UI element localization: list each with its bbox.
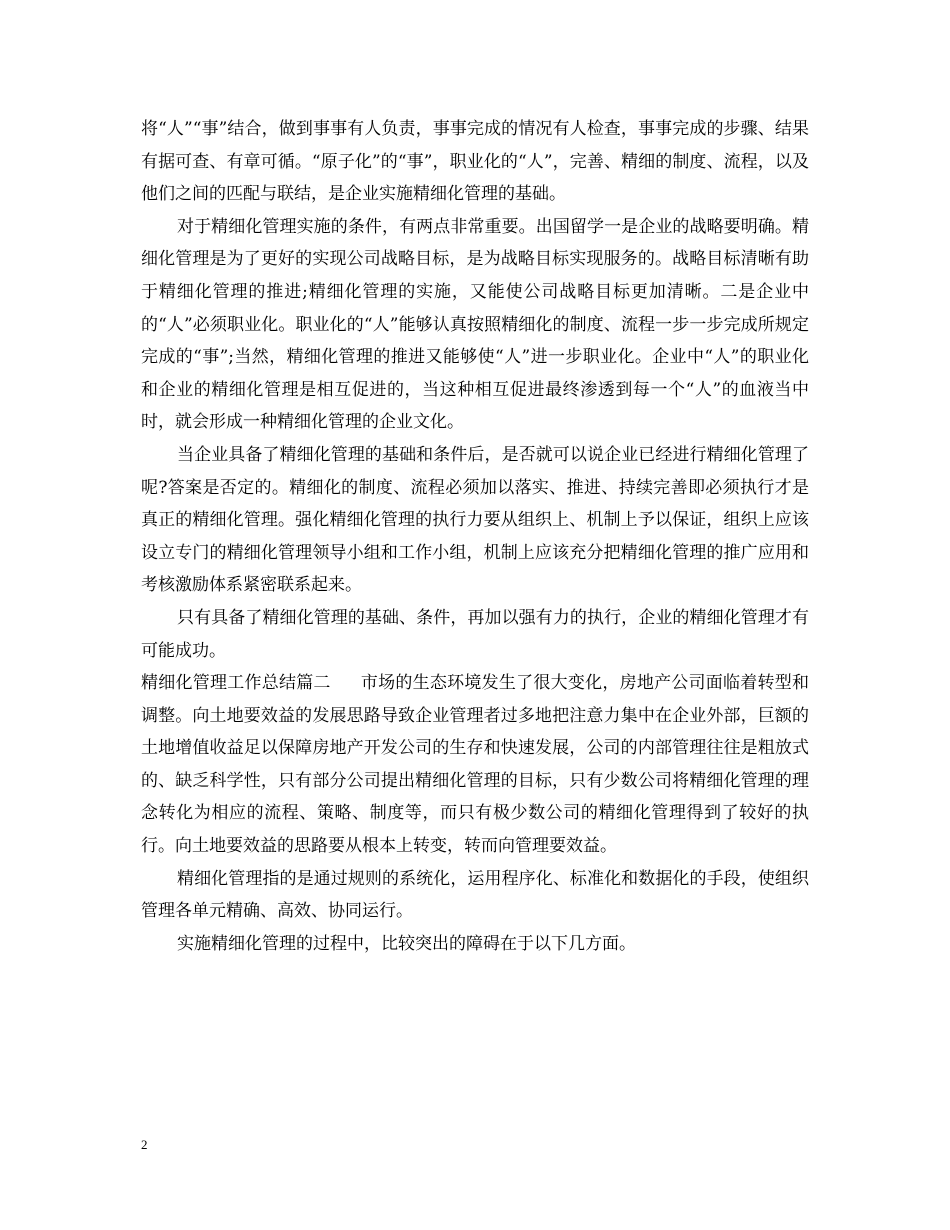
- paragraph-definition: 精细化管理指的是通过规则的系统化，运用程序化、标准化和数据化的手段，使组织管理各单元精确、高效、协同运行。: [141, 868, 809, 922]
- section-title: 精细化管理工作总结篇二: [141, 673, 331, 694]
- paragraph-continuation: 将“人”“事”结合，做到事事有人负责，事事完成的情况有人检查，事事完成的步骤、结果有据可查、有章可循。“原子化”的“事”，职业化的“人”，完善、精细的制度、流程，以及他们之间的匹配与联结，是企业实施精细化管理的基础。: [141, 119, 809, 205]
- paragraph-conclusion: 只有具备了精细化管理的基础、条件，再加以强有力的执行，企业的精细化管理才有可能成功。: [141, 607, 809, 661]
- paragraph-execution: 当企业具备了精细化管理的基础和条件后，是否就可以说企业已经进行精细化管理了呢?答案是否定的。精细化的制度、流程必须加以落实、推进、持续完善即必须执行才是真正的精细化管理。强化精细化管理的执行力要从组织上、机制上予以保证，组织上应该设立专门的精细化管理领导小组和工作小组，机制上应该充分把精细化管理的推广应用和考核激励体系紧密联系起来。: [141, 444, 809, 596]
- document-body: [141, 113, 809, 960]
- page-number: 2: [141, 1137, 148, 1152]
- paragraph-conditions: 对于精细化管理实施的条件，有两点非常重要。出国留学一是企业的战略要明确。精细化管理是为了更好的实现公司战略目标，是为战略目标实现服务的。战略目标清晰有助于精细化管理的推进;精细化管理的实施，又能使公司战略目标更加清晰。二是企业中的“人”必须职业化。职业化的“人”能够认真按照精细化的制度、流程一步一步完成所规定完成的“事”;当然，精细化管理的推进又能够使“人”进一步职业化。企业中“人”的职业化和企业的精细化管理是相互促进的，当这种相互促进最终渗透到每一个“人”的血液当中时，就会形成一种精细化管理的企业文化。: [141, 216, 809, 433]
- paragraph-obstacles: 实施精细化管理的过程中，比较突出的障碍在于以下几方面。: [177, 933, 636, 954]
- section-first-paragraph: 市场的生态环境发生了很大变化，房地产公司面临着转型和调整。向土地要效益的发展思路导致企业管理者过多地把注意力集中在企业外部，巨额的土地增值收益足以保障房地产开发公司的生存和快速发展，公司的内部管理往往是粗放式的、缺乏科学性，只有部分公司提出精细化管理的目标，只有少数公司将精细化管理的理念转化为相应的流程、策略、制度等，而只有极少数公司的精细化管理得到了较好的执行。向土地要效益的思路要从根本上转变，转而向管理要效益。: [141, 673, 810, 857]
- section-two: [141, 667, 809, 863]
